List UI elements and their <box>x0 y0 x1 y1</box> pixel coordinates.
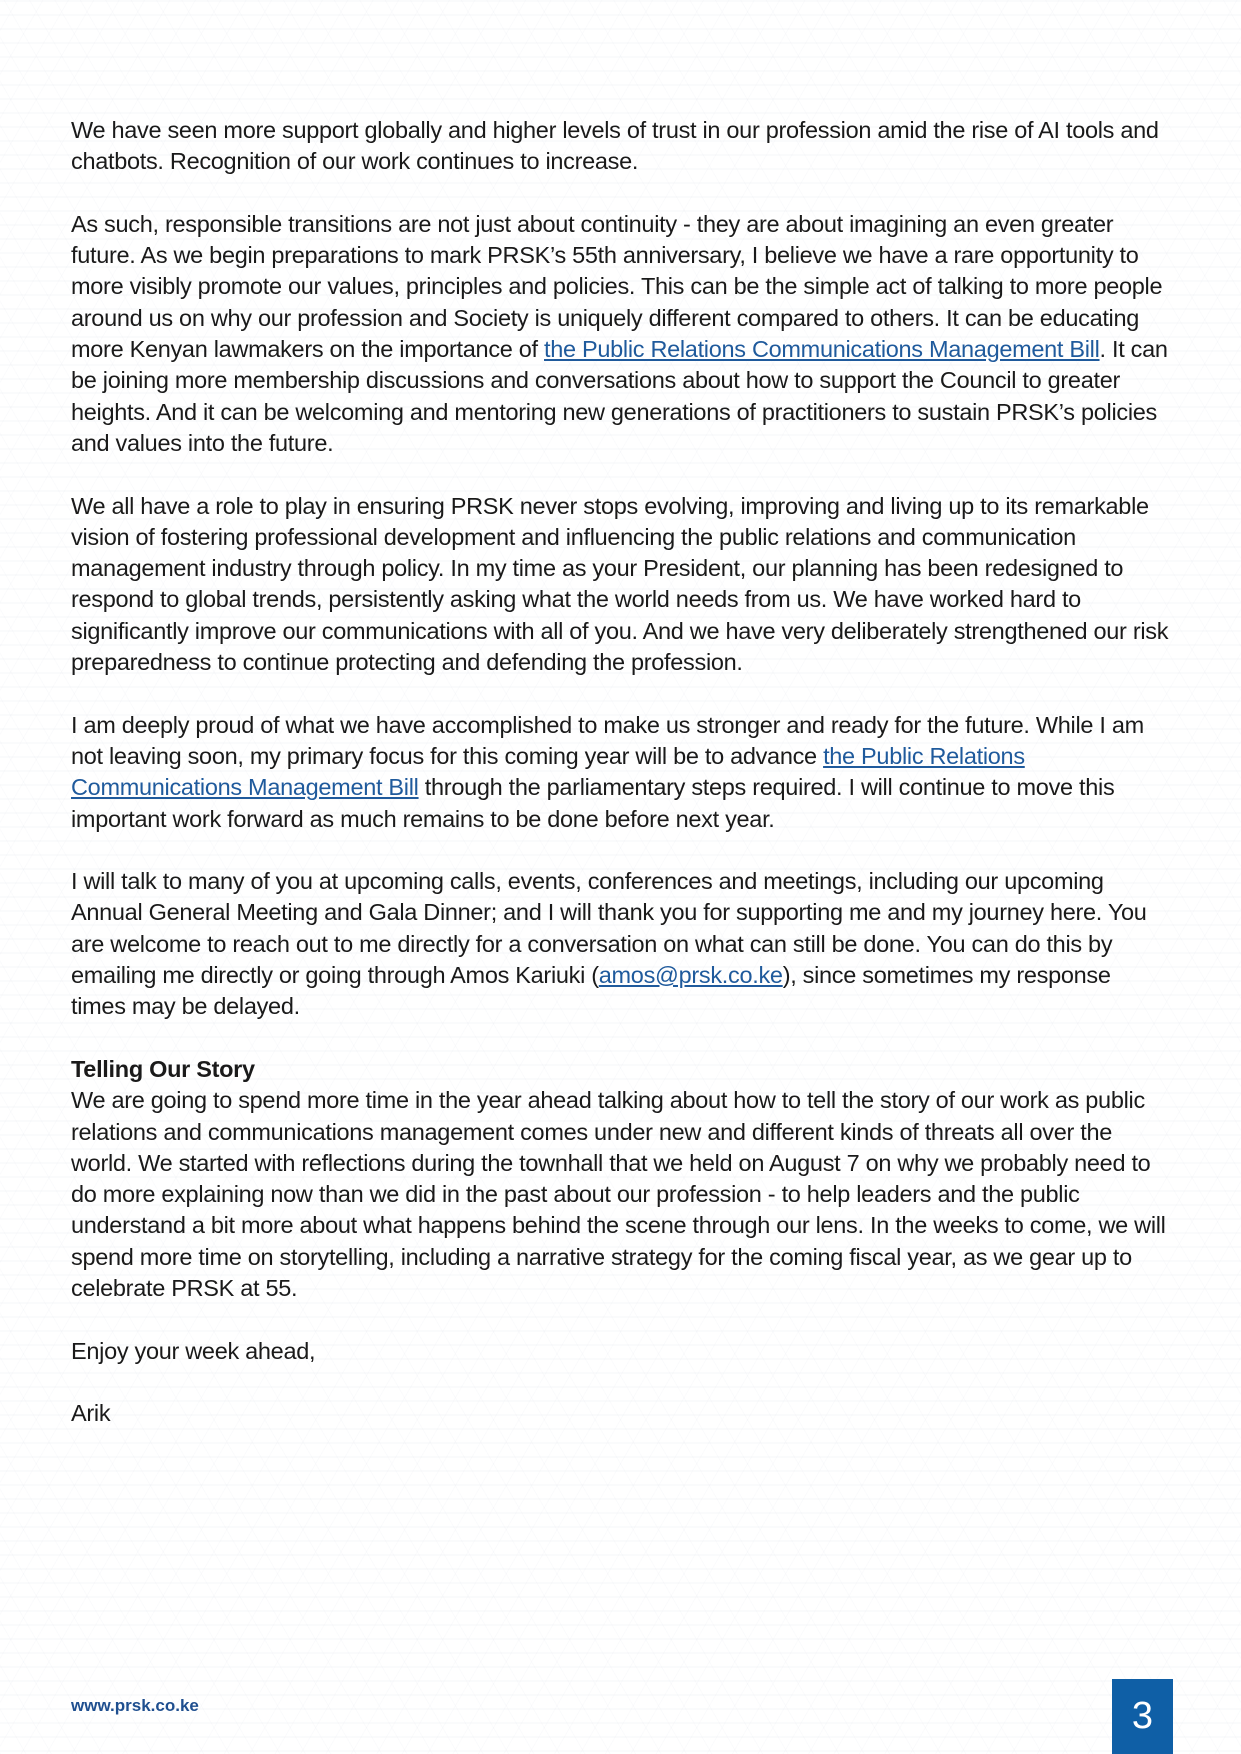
paragraph-text: through the parliamentary steps required. I will continue to move this important work forward as much remains to be done before next year. <box>71 774 1115 832</box>
signature: Arik <box>71 1400 111 1427</box>
footer-website-link[interactable]: www.prsk.co.ke <box>71 1696 199 1715</box>
bill-link[interactable]: the Public Relations Communications Management Bill <box>544 336 1100 363</box>
bill-link[interactable]: the Public Relations Communications Management Bill <box>71 742 1025 801</box>
page-number-badge <box>1112 1679 1173 1754</box>
paragraph-transitions <box>71 209 1171 459</box>
paragraph-ai-trust: We have seen more support globally and higher levels of trust in our profession amid the rise of AI tools and chatbots. Recognition of our work continues to increase. <box>71 117 1159 175</box>
section-heading: Telling Our Story <box>71 1055 255 1082</box>
closing-line: Enjoy your week ahead, <box>71 1337 316 1364</box>
email-link[interactable]: amos@prsk.co.ke <box>598 962 783 989</box>
paragraph-text: I am deeply proud of what we have accomplished to make us stronger and ready for the future. While I am not leaving soon, my primary focus for this coming year will be to advance <box>71 711 1144 769</box>
letter-body <box>71 115 1171 1461</box>
paragraph-text: I will talk to many of you at upcoming calls, events, conferences and meetings, including our upcoming Annual General Meeting and Gala Dinner; and I will thank you for supporting me and my journey here. You are welcome to reach out to me directly for a conversation on what can still be done. You can do this by emailing me directly or going through Amos Kariuki ( <box>71 868 1147 989</box>
paragraph-text: ), since sometimes my response times may be delayed. <box>71 962 1111 1020</box>
paragraph-text: . It can be joining more membership discussions and conversations about how to support the Council to greater heights. And it can be welcoming and mentoring new generations of practitioners to sustain PRSK’s policies and values into the future. <box>71 336 1168 456</box>
paragraph-story: We are going to spend more time in the year ahead talking about how to tell the story of our work as public relations and communications management comes under new and different kinds of threats all over the world. We started with reflections during the townhall that we held on August 7 on why we probably need to do more explaining now than we did in the past about our profession - to help leaders and the public understand a bit more about what happens behind the scene through our lens. In the weeks to come, we will spend more time on storytelling, including a narrative strategy for the coming fiscal year, as we gear up to celebrate PRSK at 55. <box>71 1087 1166 1301</box>
paragraph-text: As such, responsible transitions are not just about continuity - they are about imagining an even greater future. As we begin preparations to mark PRSK’s 55th anniversary, I believe we have a rare opportunity to more visibly promote our values, principles and policies. This can be the simple act of talking to more people around us on why our profession and Society is uniquely different compared to others. It can be educating more Kenyan lawmakers on the importance of <box>71 210 1163 363</box>
paragraph-contact <box>71 866 1171 1022</box>
paragraph-role: We all have a role to play in ensuring PRSK never stops evolving, improving and living up to its remarkable vision of fostering professional development and influencing the public relations and communication management industry through policy. In my time as your President, our planning has been redesigned to respond to global trends, persistently asking what the world needs from us. We have worked hard to significantly improve our communications with all of you. And we have very deliberately strengthened our risk preparedness to continue protecting and defending the profession. <box>71 492 1169 676</box>
page-number: 3 <box>1131 1695 1154 1737</box>
paragraph-proud <box>71 710 1171 835</box>
